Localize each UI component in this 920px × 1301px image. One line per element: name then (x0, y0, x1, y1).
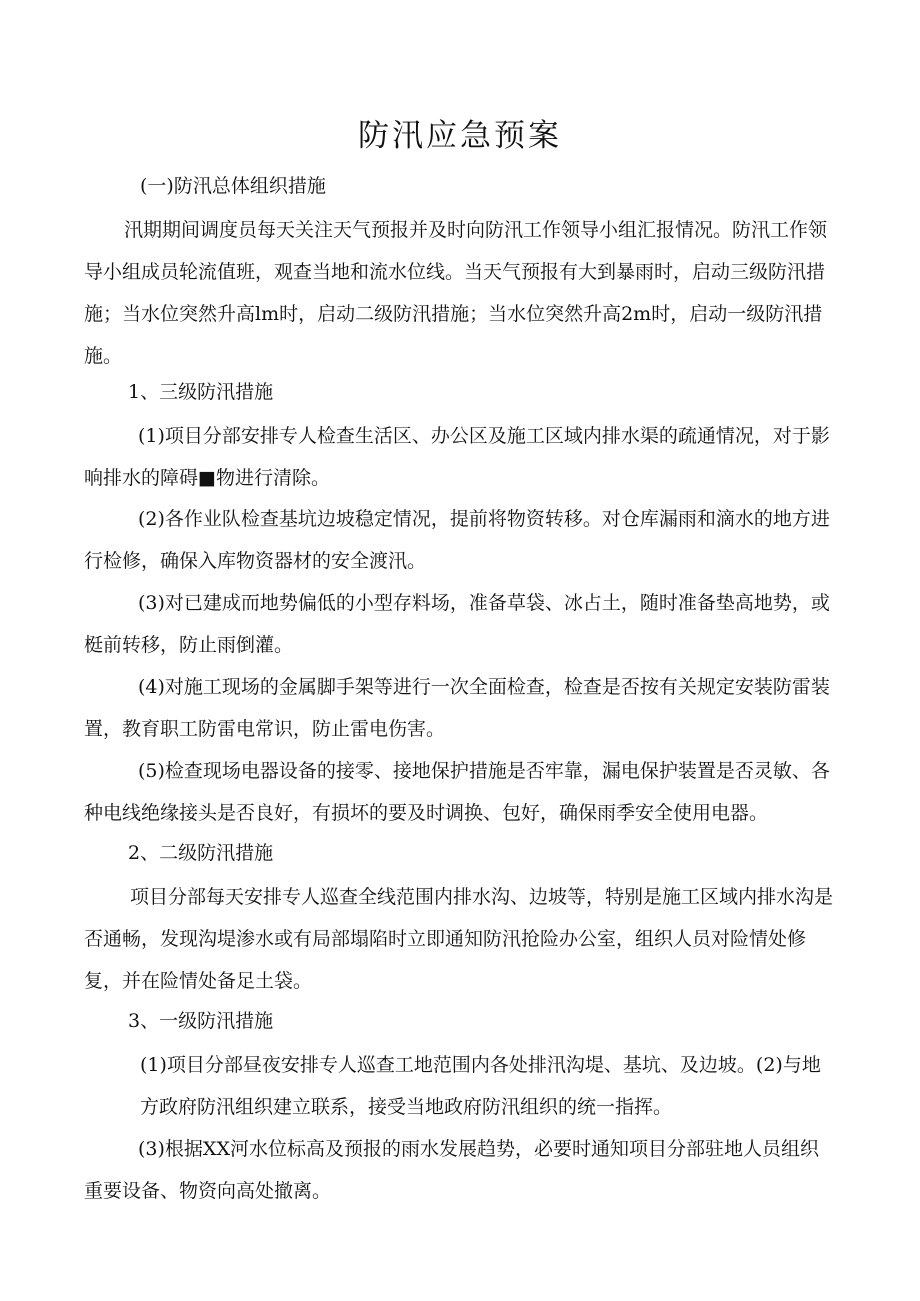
section-heading: (一)防汛总体组织措施 (140, 175, 326, 197)
level2-body: 项目分部每天安排专人巡查全线范围内排水沟、边坡等，特别是施工区域内排水沟是否通畅，发现沟堤渗水或有局部塌陷时立即通知防汛抢险办公室，组织人员对险情处修复，并在险情处备足土袋。 (84, 886, 834, 992)
level1-heading: 3、一级防汛措施 (128, 1010, 274, 1032)
level3-item-2: (2)各作业队检查基坑边坡稳定情况，提前将物资转移。对仓库漏雨和滴水的地方进行检修，确保入库物资器材的安全渡汛。 (84, 508, 830, 572)
level1-item-1: (1)项目分部昼夜安排专人巡查工地范围内各处排汛沟堤、基坑、及边坡。(2)与地方政府防汛组织建立联系，接受当地政府防汛组织的统一指挥。 (140, 1054, 821, 1118)
intro-paragraph: 汛期期间调度员每天关注天气预报并及时向防汛工作领导小组汇报情况。防汛工作领导小组成员轮流值班，观查当地和流水位线。当天气预报有大到暴雨时，启动三级防汛措施；当水位突然升高lm时，启动二级防汛措施；当水位突然升高2m时，启动一级防汛措施。 (84, 219, 828, 367)
level1-item-3: (3)根据XX河水位标高及预报的雨水发展趋势，必要时通知项目分部驻地人员组织重要设备、物资向高处撤离。 (84, 1138, 819, 1202)
level3-item-5: (5)检查现场电器设备的接零、接地保护措施是否牢靠，漏电保护装置是否灵敏、各种电线绝缘接头是否良好，有损坏的要及时调换、包好，确保雨季安全使用电器。 (84, 760, 830, 824)
level3-item-1: (1)项目分部安排专人检查生活区、办公区及施工区域内排水渠的疏通情况，对于影响排水的障碍■物进行清除。 (84, 425, 830, 489)
document-title: 防汛应急预案 (358, 118, 562, 154)
level3-item-3: (3)对已建成而地势偏低的小型存料场，准备草袋、冰占土，随时准备垫高地势，或梃前转移，防止雨倒灌。 (84, 592, 830, 656)
level3-heading: 1、三级防汛措施 (128, 381, 274, 403)
level2-heading: 2、二级防汛措施 (128, 842, 274, 864)
level3-item-4: (4)对施工现场的金属脚手架等进行一次全面检查，检查是否按有关规定安装防雷装置，教育职工防雷电常识，防止雷电伤害。 (84, 676, 830, 740)
